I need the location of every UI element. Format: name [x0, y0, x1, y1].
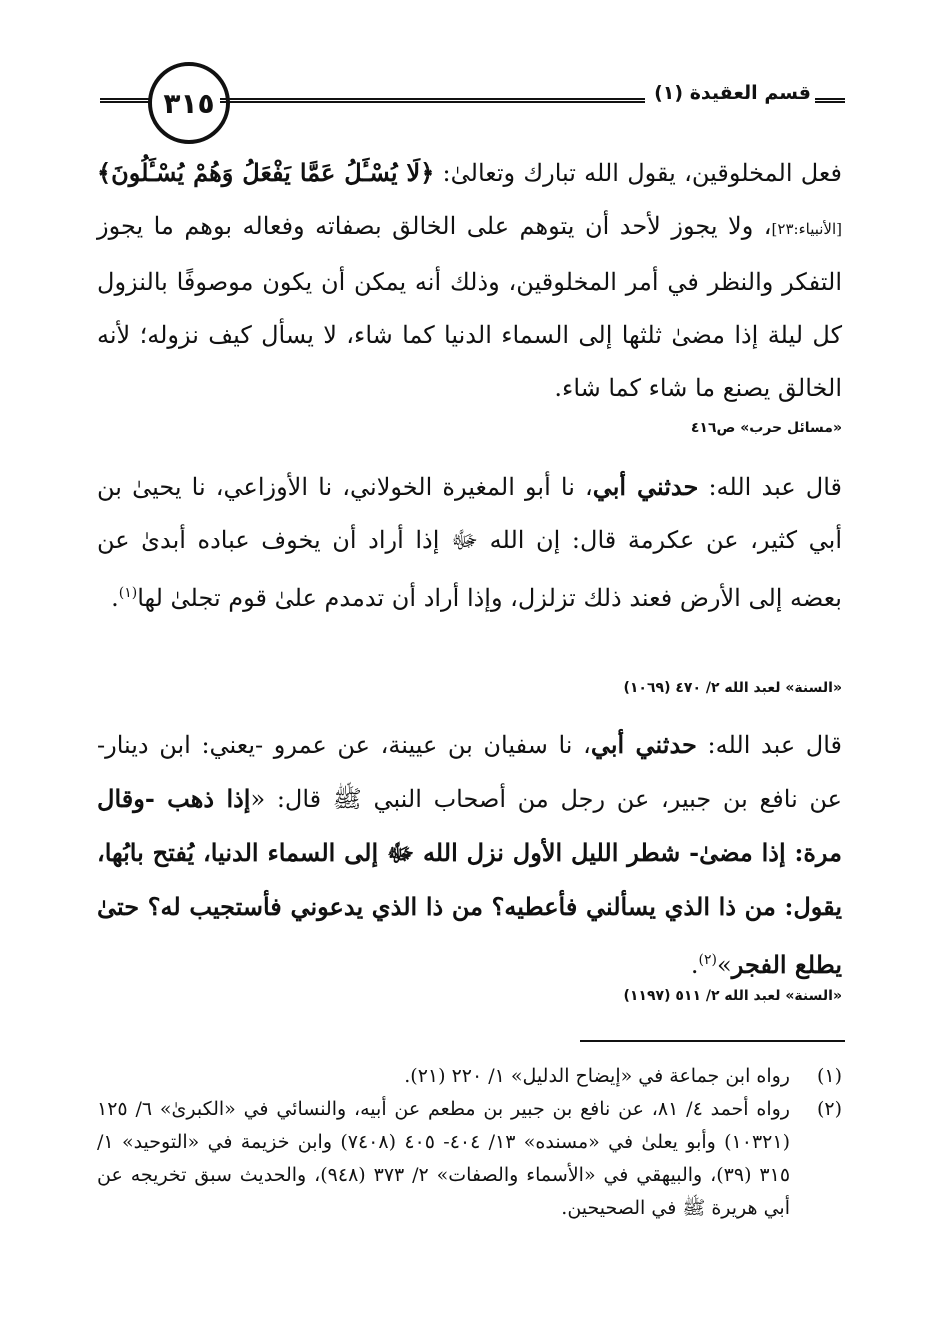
hadith-text: إذا ذهب -وقال مرة: إذا مضىٰ- شطر الليل الأول نزل الله ﷻ إلى السماء الدنيا، يُفتح بابُها، يقول: من ذا الذي يسألني فأعطيه؟ من ذا الذي يدعوني فأستجيب له؟ حتىٰ يطلع الفجر — [97, 784, 842, 979]
verse-citation: [الأنبياء:٢٣] — [771, 220, 842, 238]
footnote-separator — [580, 1040, 845, 1042]
source-2: «السنة» لعبد الله ٢/ ٤٧٠ (١٠٦٩) — [623, 680, 842, 696]
paragraph-3-end: . — [690, 951, 699, 979]
footnote-1 — [97, 1060, 842, 1093]
header-rule-right — [815, 98, 845, 103]
paragraph-1 — [97, 146, 842, 415]
paragraph-3-narrator: حدثني أبي — [590, 730, 697, 759]
paragraph-3-chain: ، نا سفيان بن عيينة، عن عمرو -يعني: ابن دينار- عن نافع بن جبير، عن رجل من أصحاب النبي ﷺ قال: « — [97, 731, 843, 813]
paragraph-1-continuation: ، ولا يجوز لأحد أن يتوهم على الخالق بصفاته وفعاله بوهم ما يجوز التفكر والنظر في أمر المخلوقين، وذلك أنه يمكن أن يكون موصوفًا بالنزول كل ليلة إذا مضىٰ ثلثها إلى السماء الدنيا كما شاء، لا يسأل كيف نزوله؛ لأنه الخالق يصنع ما شاء كما شاء. — [97, 212, 842, 402]
header-rule-middle — [220, 98, 645, 103]
paragraph-2-intro: قال عبد الله: — [708, 473, 842, 501]
footnote-text: رواه أحمد ٤/ ٨١، عن نافع بن جبير بن مطعم عن أبيه، والنسائي في «الكبرىٰ» ٦/ ١٢٥ (١٠٣٢١) وأبو يعلىٰ في «مسنده» ١٣/ ٤٠٤- ٤٠٥ (٧٤٠٨) وابن خزيمة في «التوحيد» ١/ ٣١٥ (٣٩)، والبيهقي في «الأسماء والصفات» ٢/ ٣٧٣ (٩٤٨)، والحديث سبق تخريجه عن أبي هريرة ﷺ في الصحيحين. — [97, 1098, 791, 1219]
section-title: قسم العقيدة (١) — [654, 82, 811, 104]
paragraph-2-end: . — [111, 584, 119, 612]
paragraph-2-text: ، نا أبو المغيرة الخولاني، نا الأوزاعي، نا يحيىٰ بن أبي كثير، عن عكرمة قال: إن الله ﷻ إذا أراد أن يخوف عباده أبدىٰ عن بعضه إلى الأرض فعند ذلك تزلزل، وإذا أراد أن تدمدم علىٰ قوم تجلىٰ لها — [97, 473, 842, 612]
footnote-2 — [97, 1093, 842, 1225]
footnotes — [97, 1060, 842, 1225]
footnote-number: (١) — [816, 1065, 842, 1087]
paragraph-3 — [97, 718, 842, 992]
footnote-ref-2[interactable]: (٢) — [698, 952, 718, 968]
footnote-number: (٢) — [816, 1098, 842, 1120]
footnote-ref-1[interactable]: (١) — [118, 585, 138, 601]
page-number: ٣١٥ — [148, 62, 230, 144]
header-rule-left — [100, 98, 150, 103]
paragraph-2 — [97, 460, 842, 625]
paragraph-1-text: فعل المخلوقين، يقول الله تبارك وتعالىٰ: — [442, 159, 842, 187]
footnote-text: رواه ابن جماعة في «إيضاح الدليل» ١/ ٢٢٠ (٢١). — [404, 1065, 790, 1087]
quran-verse: ﴿لَا يُسْـَٔلُ عَمَّا يَفْعَلُ وَهُمْ يُسْـَٔلُونَ﴾ — [97, 158, 435, 187]
page-header — [100, 62, 845, 142]
source-1: «مسائل حرب» ص٤١٦ — [690, 420, 842, 436]
paragraph-3-close: » — [717, 951, 732, 979]
source-3: «السنة» لعبد الله ٢/ ٥١١ (١١٩٧) — [623, 988, 842, 1004]
paragraph-2-narrator: حدثني أبي — [592, 472, 699, 501]
paragraph-3-intro: قال عبد الله: — [707, 731, 842, 759]
